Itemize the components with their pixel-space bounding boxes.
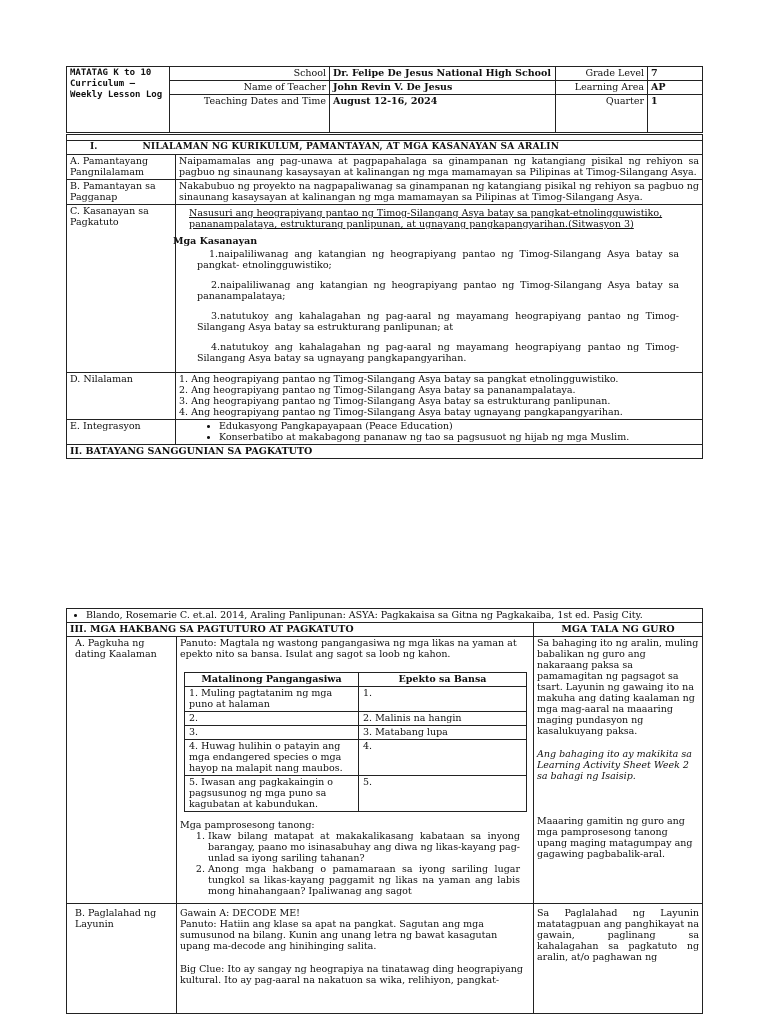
grade-label: Grade Level [556,67,648,81]
table-row [185,776,527,812]
quarter-label: Quarter [556,95,648,133]
kasanayan-label: C. Kasanayan sa Pagkatuto [67,205,176,373]
teacher-value: John Revin V. De Jesus [330,81,556,95]
table-cell: 4. [359,740,527,776]
big-clue: Big Clue: Ito ay sangay ng heograpiya na tinatawag ding heograpiyang kultural. Ito ay pag-aaral na nakatuon sa wika, relihiyon, pangkat- [180,964,523,986]
table-row [185,712,527,726]
pagganap-label: B. Pamantayan sa Pagganap [67,180,176,205]
table-cell: 3. [185,726,359,740]
kasanayan-item-4: 4.natutukoy ang kahalagahan ng pag-aaral ng mayamang heograpiyang pantao ng Timog- Silangang Asya batay sa ugnayang pangkapangyarihan. [197,342,679,364]
section1-table [66,134,703,459]
area-value: AP [648,81,703,95]
dates-value: August 12-16, 2024 [330,95,556,133]
question-2: 2. Anong mga hakbang o pamamaraan sa iyong sariling lugar tungkol sa likas-kayang paggamit ng likas na yaman ang labis mong hinahangaan? Ipaliwanag ang sagot [208,864,530,897]
decode-activity-title: Gawain A: DECODE ME! [180,908,300,919]
table-row [185,740,527,776]
header-table [66,66,703,133]
nilalaman-item-3: 3. Ang heograpiyang pantao ng Timog-Silangang Asya batay sa estrukturang panlipunan. [179,396,611,407]
section1-title: NILALAMAN NG KURIKULUM, PAMANTAYAN, AT MGA KASANAYAN SA ARALIN [142,142,560,152]
table-cell: 1. Muling pagtatanim ng mga puno at halaman [185,687,359,712]
table-row [185,687,527,712]
kasanayan-subtitle: Mga Kasanayan [173,236,258,247]
note-dating-kaalaman: Sa bahaging ito ng aralin, muling babalikan ng guro ang nakaraang paksa sa pamamagitan ng pagsagot sa tsart. Layunin ng gawaing ito na makuha ang dating kaalaman ng mga mag-aaral na maaaring maging pundasyon ng kasalukuyang paksa. [537,638,699,737]
table-cell: 5. Iwasan ang pagkakaingin o pagsusunog ng mga puno sa kagubatan at kabundukan. [185,776,359,812]
table-header-epekto: Epekto sa Bansa [359,673,527,687]
note-pamprosesong: Maaaring gamitin ng guro ang mga pamprosesong tanong upang maging matagumpay ang gagawing pagbabalik-aral. [537,816,693,860]
table-cell: 2. [185,712,359,726]
kasanayan-item-1: 1.naipaliliwanag ang katangian ng heograpiyang pantao ng Timog-Silangang Asya batay sa pangkat- etnolingguwistiko; [197,249,679,271]
school-label: School [170,67,330,81]
section3-table [66,608,703,1014]
integrasyon-label: E. Integrasyon [67,420,176,445]
note-learning-sheet: Ang bahaging ito ay makikita sa Learning Activity Sheet Week 2 sa bahagi ng Isaisip. [537,749,692,782]
table-row [185,726,527,740]
decode-instruction: Panuto: Hatiin ang klase sa apat na pangkat. Sagutan ang mga sumusunod na bilang. Kunin ang unang letra ng bawat kasagutan upang ma-decode ang hinihinging salita. [180,919,498,952]
school-value: Dr. Felipe De Jesus National High School [330,67,556,81]
table-cell: 2. Malinis na hangin [359,712,527,726]
integrasyon-item-1: • Edukasyong Pangkapayapaan (Peace Education) [219,421,699,432]
table-header-pangangasiwa: Matalinong Pangangasiwa [185,673,359,687]
nilalaman-item-1: 1. Ang heograpiyang pantao ng Timog-Silangang Asya batay sa pangkat etnolingguwistiko. [179,374,619,385]
pangangasiwa-table [184,672,527,812]
pamantayang-text: Naipamamalas ang pag-unawa at pagpapahalaga sa ginampanan ng katangiang pisikal ng rehiyon sa pagbuo ng sinaunang kasaysayan at kalinangan ng mga mamamayan sa Pilipinas at Timog-Silangang Asya. [176,155,703,180]
dates-label: Teaching Dates and Time [170,95,330,133]
quarter-value: 1 [648,95,703,133]
section3-title: III. MGA HAKBANG SA PAGTUTURO AT PAGKATUTO [67,623,534,637]
table-cell: 3. Matabang lupa [359,726,527,740]
question-1: 1. Ikaw bilang matapat at makakalikasang kabataan sa inyong barangay, paano mo isinasabuhay ang diwa ng likas-kayang pag-unlad sa iyong sariling tahanan? [208,831,530,864]
grade-value: 7 [648,67,703,81]
section2-title: II. BATAYANG SANGGUNIAN SA PAGKATUTO [67,445,703,459]
nilalaman-label: D. Nilalaman [67,373,176,420]
kasanayan-item-3: 3.natutukoy ang kahalagahan ng pag-aaral ng mayamang heograpiyang pantao ng Timog- Silangang Asya batay sa estrukturang panlipunan; at [197,311,679,333]
lesson-log-title: MATATAG K to 10 Curriculum – Weekly Lesson Log [67,67,170,133]
questions-title: Mga pamprosesong tanong: [180,820,315,831]
nilalaman-item-4: 4. Ang heograpiyang pantao ng Timog-Silangang Asya batay ugnayang pangkapangyarihan. [179,407,623,418]
kasanayan-item-2: 2.naipaliliwanag ang katangian ng heograpiyang pantao ng Timog-Silangang Asya batay sa pananampalataya; [197,280,679,302]
notes-title: MGA TALA NG GURO [534,623,703,637]
dating-kaalaman-instruction: Panuto: Magtala ng wastong pangangasiwa ng mga likas na yaman at epekto nito sa bansa. Isulat ang sagot sa loob ng kahon. [180,638,517,660]
pagganap-text: Nakabubuo ng proyekto na nagpapaliwanag sa ginampanan ng katangiang pisikal ng rehiyon sa pagbuo ng sinaunang kasaysayan at kalinangan ng mga mamamayan sa Pilipinas at Timog-Silangang Asya. [176,180,703,205]
nilalaman-item-2: 2. Ang heograpiyang pantao ng Timog-Silangang Asya batay sa pananampalataya. [179,385,576,396]
table-cell: 1. [359,687,527,712]
teacher-label: Name of Teacher [170,81,330,95]
integrasyon-item-2: • Konserbatibo at makabagong pananaw ng tao sa pagsusuot ng hijab ng mga Muslim. [219,432,699,443]
kasanayan-main: Nasusuri ang heograpiyang pantao ng Timog-Silangang Asya batay sa pangkat-etnolingguwistiko, pananampalataya, estrukturang panlipunan, at ugnayang pangkapangyarihan.(Sitwasyon 3) [189,208,663,230]
area-label: Learning Area [556,81,648,95]
reference-item: • Blando, Rosemarie C. et.al. 2014, Araling Panlipunan: ASYA: Pagkakaisa sa Gitna ng Pagkakaiba, 1st ed. Pasig City. [86,610,699,621]
pamantayang-label: A. Pamantayang Pangnilalamam [67,155,176,180]
layunin-label: B. Paglalahad ng Layunin [67,904,177,1014]
table-cell: 5. [359,776,527,812]
note-layunin: Sa Paglalahad ng Layunin matatagpuan ang panghikayat na gawain, paglinang sa kahalagahan sa pagkatuto ng aralin, at/o paghawan ng [534,904,703,1014]
dating-kaalaman-label: A. Pagkuha ng dating Kaalaman [67,637,177,904]
section1-number: I. [90,142,98,152]
table-cell: 4. Huwag hulihin o patayin ang mga endangered species o mga hayop na malapit nang maubos. [185,740,359,776]
